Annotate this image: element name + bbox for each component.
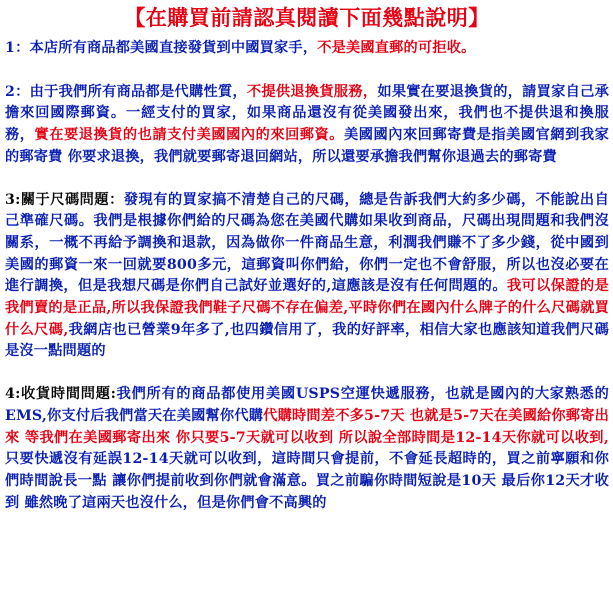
section-2-highlight-a: 不提供退換貨服務， xyxy=(246,83,378,100)
section-3-highlight: 我可以保證的是我們賣的是正品,所以我保證我們鞋子尺碼不存在偏差,平時你們在國內什么牌子的什么尺碼就買什么尺碼, xyxy=(5,278,609,338)
section-2-text-c: 一經支付的買家，如果商品還沒有從美國發出來，我們也不提供退和換服務， xyxy=(5,105,609,144)
section-4-heading: 4:收貨時間問題: xyxy=(5,386,117,403)
section-3-heading: 3:關于尺碼問題： xyxy=(5,191,124,208)
section-4 xyxy=(5,384,609,514)
section-3 xyxy=(5,190,609,364)
section-1-highlight: 不是美國直郵的可拒收。 xyxy=(317,40,476,56)
section-4-text-b: 只要快遞沒有延誤12-14天就可以收到，這時間只會提前，不會延長超時的，買之前寧願和你們時間說長一點 讓你們提前收到你們就會滿意。買之前騙你時間短說是10天 最后你12天才收到 雖然晚了這兩天也沒什么，但是你們會不高興的 xyxy=(5,451,609,511)
section-2 xyxy=(5,82,609,169)
section-2-text-a: 2：由于我們所有商品都是代購性質， xyxy=(5,83,247,100)
section-3-text-b: 我網店也已營業9年多了,也四鑽信用了，我的好評率，相信大家也應該知道我們尺碼是沒一點問題的 xyxy=(5,321,609,360)
section-2-highlight-b: 實在要退換貨的也請支付美國國內的來回郵資。 xyxy=(34,127,345,144)
section-4-text-a: 我們所有的商品都使用美國USPS空運快遞服務，也就是國內的大家熟悉的EMS,你支付后我們當天在美國幫你代購 xyxy=(5,386,609,424)
section-3-text-a: 發現有的買家搞不清楚自己的尺碼，總是告訴我們大約多少碼，不能說出自己準確尺碼。我們是根據你們給的尺碼為您在美國代購如果收到商品，尺碼出現問題和我們沒關系，一概不再給予調換和退款，因為做你一件商品生意，利潤我們賺不了多少錢，從中國到美國的郵資一來一回就要800多元，這郵資叫你們給，你們一定也不會舒服，所以也沒必要在進行調換，但是我想尺碼是你們自己試好並選好的,這應該是沒有任何問題的。 xyxy=(5,191,609,295)
section-1-text: 1：本店所有商品都美國直接發貨到中國買家手， xyxy=(5,40,318,56)
section-4-highlight: 代購時間差不多5-7天 也就是5-7天在美國給你郵寄出來 等我們在美國郵寄出來 你只要5-7天就可以收到 所以說全部時間是12-14天你就可以收到, xyxy=(5,407,610,446)
section-2-text-b: 如果實在要退換貨的，請買家自己承擔來回國際郵資。 xyxy=(5,83,609,122)
section-1 xyxy=(5,38,609,60)
page-title: 【在購買前請認真閱讀下面幾點說明】 xyxy=(124,5,490,30)
section-2-text-d: 美國國內來回郵寄費是指美國官網到我家的郵寄費 你要求退換，我們就要郵寄退回網站，所以還要承擔我們幫你退過去的郵寄費 xyxy=(5,127,609,165)
notice-page xyxy=(0,4,613,606)
